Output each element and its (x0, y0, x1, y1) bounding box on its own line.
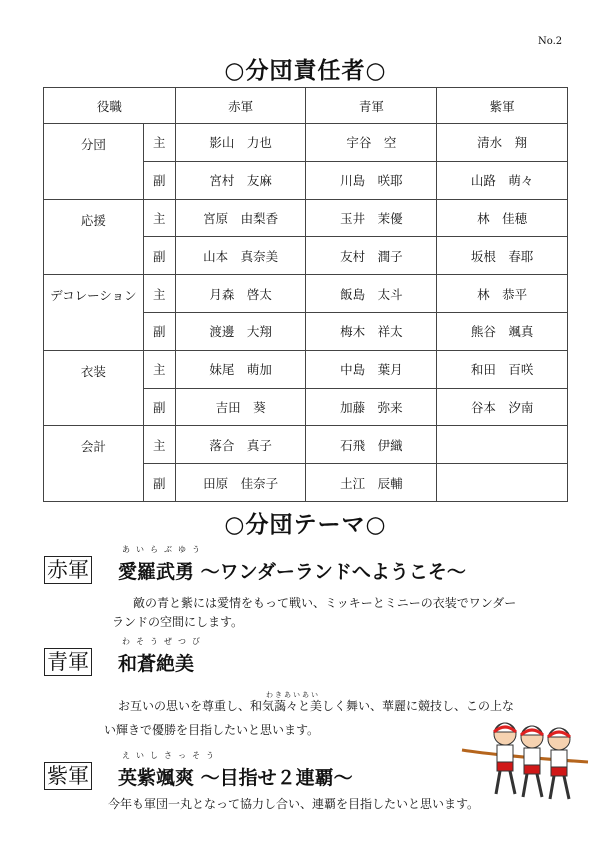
red-team-cell: 宮原 由梨香 (175, 199, 306, 237)
section-title-responsibles: ○分団責任者○ (224, 58, 387, 84)
rank-cell: 主 (143, 275, 175, 313)
table-row (44, 426, 568, 464)
team-label-blue: 青軍 (44, 648, 92, 676)
rank-cell: 主 (143, 124, 175, 162)
rank-cell: 主 (143, 199, 175, 237)
responsibles-table (43, 87, 568, 502)
role-cell: 衣装 (44, 350, 144, 426)
theme-title-text-blue: 和蒼絶美 (118, 653, 195, 675)
rank-cell: 副 (143, 237, 175, 275)
child-3 (548, 728, 570, 799)
role-cell: 会計 (44, 426, 144, 502)
theme-title-text-red: 愛羅武勇 ～ワンダーランドへようこそ～ (118, 561, 466, 583)
section-title-themes: ○分団テーマ○ (224, 512, 387, 538)
theme-title-text-purple: 英紫颯爽 ～目指せ２連覇～ (118, 767, 353, 789)
blue-team-cell: 中島 葉月 (306, 350, 437, 388)
theme-red (44, 545, 466, 584)
theme-desc-red-1: 敵の青と紫には愛情をもって戦い、ミッキーとミニーの衣装でワンダー (133, 596, 517, 610)
role-cell: デコレーション (44, 275, 144, 351)
blue-team-cell: 土江 辰輔 (306, 464, 437, 502)
theme-ruby-blue: わそうぜつび (122, 637, 206, 646)
table-row (44, 275, 568, 313)
role-cell: 応援 (44, 199, 144, 275)
purple-team-cell: 和田 百咲 (437, 350, 568, 388)
rank-cell: 副 (143, 161, 175, 199)
purple-team-cell: 坂根 春耶 (437, 237, 568, 275)
blue-team-cell: 石飛 伊織 (306, 426, 437, 464)
red-team-cell: 影山 力也 (175, 124, 306, 162)
red-team-cell: 宮村 友麻 (175, 161, 306, 199)
theme-ruby-purple: えいしさっそう (122, 751, 220, 760)
purple-team-cell: 林 恭平 (437, 275, 568, 313)
theme-desc-purple-1: 今年も軍団一丸となって協力し合い、連覇を目指したいと思います。 (108, 797, 480, 811)
blue-team-cell: 加藤 弥来 (306, 388, 437, 426)
red-team-cell: 渡邊 大翔 (175, 312, 306, 350)
red-team-cell: 月森 啓太 (175, 275, 306, 313)
purple-team-cell: 谷本 汐南 (437, 388, 568, 426)
table-header-row (44, 88, 568, 124)
rank-cell: 副 (143, 388, 175, 426)
tug-of-war-illustration (460, 712, 590, 802)
team-label-red: 赤軍 (44, 556, 92, 584)
theme-ruby-red: あいらぶゆう (122, 545, 206, 554)
theme-purple (44, 751, 353, 790)
red-team-cell: 山本 真奈美 (175, 237, 306, 275)
purple-team-cell: 山路 萌々 (437, 161, 568, 199)
blue-team-cell: 玉井 茉優 (306, 199, 437, 237)
table-row (44, 350, 568, 388)
theme-title-blue (118, 637, 206, 676)
purple-team-cell: 林 佳穂 (437, 199, 568, 237)
table-header-cell: 紫軍 (437, 88, 568, 124)
theme-desc-blue-2: い輝きで優勝を目指したいと思います。 (104, 723, 320, 737)
page-number: No.2 (538, 36, 563, 47)
red-team-cell: 田原 佳奈子 (175, 464, 306, 502)
blue-team-cell: 宇谷 空 (306, 124, 437, 162)
theme-desc-red-2: ランドの空間にします。 (112, 615, 244, 629)
theme-desc-ruby-blue: わきあいあい (266, 691, 320, 699)
red-team-cell: 落合 真子 (175, 426, 306, 464)
rank-cell: 主 (143, 350, 175, 388)
theme-title-red (118, 545, 466, 584)
purple-team-cell: 清水 翔 (437, 124, 568, 162)
child-2 (521, 726, 543, 797)
blue-team-cell: 梅木 祥太 (306, 312, 437, 350)
role-cell: 分団 (44, 124, 144, 200)
purple-team-cell (437, 464, 568, 502)
table-header-cell: 赤軍 (175, 88, 306, 124)
rank-cell: 副 (143, 464, 175, 502)
blue-team-cell: 友村 潤子 (306, 237, 437, 275)
red-team-cell: 妹尾 萌加 (175, 350, 306, 388)
table-row (44, 199, 568, 237)
table-header-cell: 青軍 (306, 88, 437, 124)
theme-title-purple (118, 751, 353, 790)
theme-blue (44, 637, 206, 676)
blue-team-cell: 飯島 太斗 (306, 275, 437, 313)
table-row (44, 124, 568, 162)
table-header-cell: 役職 (44, 88, 176, 124)
team-label-purple: 紫軍 (44, 762, 92, 790)
purple-team-cell (437, 426, 568, 464)
rank-cell: 主 (143, 426, 175, 464)
child-1 (494, 723, 516, 794)
purple-team-cell: 熊谷 颯真 (437, 312, 568, 350)
red-team-cell: 吉田 葵 (175, 388, 306, 426)
rank-cell: 副 (143, 312, 175, 350)
blue-team-cell: 川島 咲耶 (306, 161, 437, 199)
theme-desc-blue-1: お互いの思いを尊重し、和気藹々と美しく舞い、華麗に競技し、この上な (118, 699, 515, 713)
